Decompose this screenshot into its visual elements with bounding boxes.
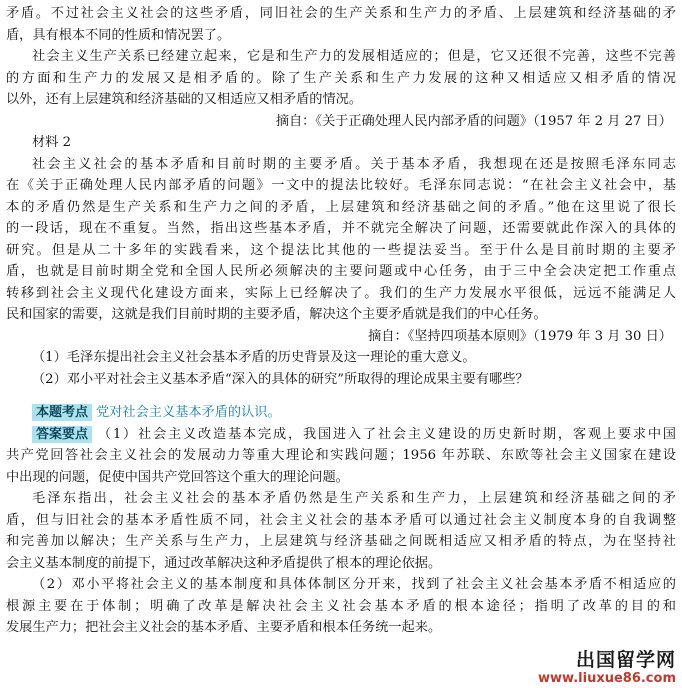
text-line: 社会主义社会的基本矛盾和目前时期的主要矛盾。关于基本矛盾，我想现在还是按照毛泽东同志 (32, 156, 676, 172)
text-line: 盾，但与旧社会的基本矛盾性质不同，社会主义社会的基本矛盾可以通过社会主义制度本身的自我调整 (6, 512, 676, 528)
answer-tag: 答案要点 (32, 426, 92, 443)
questions (6, 347, 676, 390)
text-line: 的一段话，现在不重复。当然，指出这些基本矛盾，并不就完全解决了问题，还需要就此作深入的具体的 (6, 221, 676, 236)
text-line: 根源主要在于体制；明确了改革是解决社会主义社会基本矛盾的根本途径；指明了改革的目的和 (6, 598, 676, 614)
text-line: （2）邓小平将社会主义的基本制度和具体体制区分开来，找到了社会主义社会基本矛盾不相适应的 (32, 577, 676, 592)
text-line: 毛泽东指出，社会主义社会的基本矛盾仍然是生产关系和生产力，上层建筑和经济基础之间的矛 (32, 491, 676, 506)
material-2 (6, 132, 676, 347)
question-2: （2）邓小平对社会主义基本矛盾“深入的具体的研究”所取得的理论成果主要有哪些？ (32, 371, 529, 387)
answer-text: （1）社会主义改造基本完成，我国进入了社会主义建设的历史新时期，客观上要求中国 (96, 426, 676, 442)
kaodian-tag: 本题考点 (32, 404, 92, 421)
text-line: 会主义基本制度的前提下，通过改革解决这种矛盾提供了根本的理论依据。 (6, 555, 442, 571)
text-line: 以外，还有上层建筑和经济基础的又相适应又相矛盾的情况。 (6, 92, 363, 107)
text-line: 盾，具有根本不同的性质和情况罢了。 (6, 27, 231, 43)
question-1: （1）毛泽东提出社会主义社会基本矛盾的历史背景及这一理论的重大意义。 (32, 350, 476, 365)
text-line: 的方面和生产力的发展又是相矛盾的。除了生产关系和生产力发展的这种又相适应又相矛盾的情况 (6, 70, 676, 86)
answer-first-line (6, 424, 676, 446)
text-line: 盾，也就是目前时期全党和全国人民所必须解决的主要问题或中心任务，由于三中全会决定把工作重点 (6, 264, 676, 279)
text-line: 在《关于正确处理人民内部矛盾的问题》一文中的提法比较好。毛泽东同志说：“在社会主义社会中，基 (6, 178, 676, 193)
text-line: 中出现的问题，促使中国共产党回答这个重大的理论问题。 (6, 469, 349, 485)
watermark-logo (538, 649, 676, 686)
text-line: 和完善加以解决；生产关系与生产力，上层建筑与经济基础之间既相适应又相矛盾的特点，为在坚持社 (6, 534, 676, 549)
material-heading: 材料 2 (32, 135, 71, 150)
material-1 (6, 3, 676, 132)
watermark-url: www.liuxue86.com (538, 671, 676, 686)
text-line: 共产党回答社会主义社会的发展动力等重大理论和实践问题；1956 年苏联、东欧等社会主义国家在建设 (6, 448, 676, 463)
text-line: 研究。但是从二十多年的实践看来，这个提法比其他的一些提法妥当。至于什么是目前时期的主要矛 (6, 242, 676, 258)
answer-section (6, 424, 676, 639)
text-line: 本的矛盾仍然是生产关系和生产力之间的矛盾，上层建筑和经济基础之间的矛盾。”他在这里说了很长 (6, 199, 676, 215)
text-line: 社会主义生产关系已经建立起来，它是和生产力的发展相适应的；但是，它又还很不完善，这些不完善 (32, 49, 676, 64)
text-line: 矛盾。不过社会主义社会的这些矛盾，同旧社会的生产关系和生产力的矛盾、上层建筑和经济基础的矛 (6, 6, 676, 21)
source-citation: 摘自：《关于正确处理人民内部矛盾的问题》（1957 年 2 月 27 日） (275, 113, 672, 129)
kaodian-line (6, 402, 676, 424)
text-line: 转移到社会主义现代化建设方面来，实际上已经解决了。我们的生产力发展水平很低，远远不能满足人 (6, 285, 676, 301)
document-page (6, 3, 676, 639)
watermark-title: 出国留学网 (575, 649, 676, 671)
text-line: 发展生产力；把社会主义社会的基本矛盾、主要矛盾和根本任务统一起来。 (6, 620, 442, 635)
kaodian-text: 党对社会主义基本矛盾的认识。 (96, 405, 281, 420)
text-line: 民和国家的需要，这就是我们目前时期的主要矛盾，解决这个主要矛盾就是我们的中心任务。 (6, 307, 547, 322)
source-citation: 摘自：《坚持四项基本原则》（1979 年 3 月 30 日） (368, 328, 672, 344)
